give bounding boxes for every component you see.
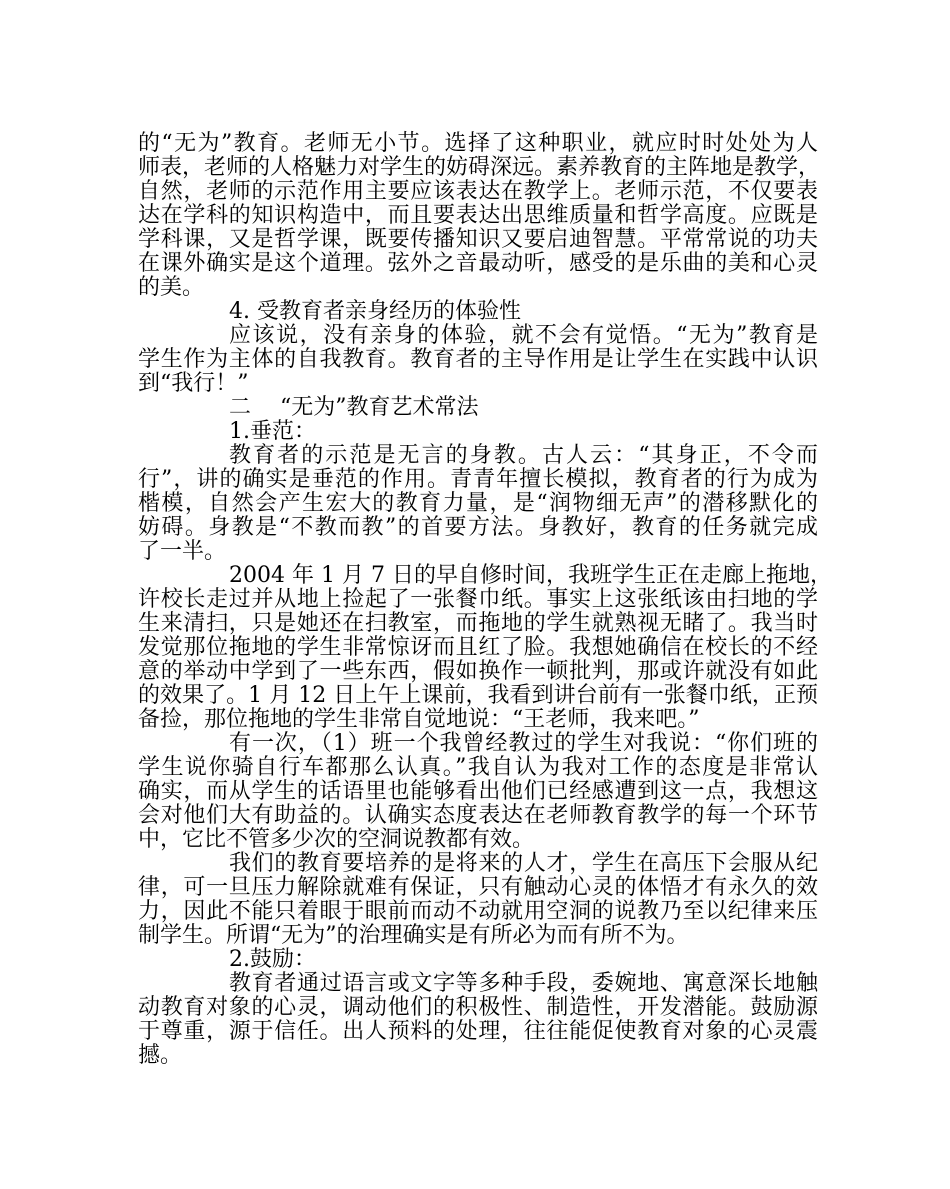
paragraph-line: 许校长走过并从地上捡起了一张餐巾纸。事实上这张纸该由扫地的学 [138,587,818,612]
paragraph-line: 律，可一旦压力解除就难有保证，只有触动心灵的体悟才有永久的效 [138,875,818,900]
paragraph-line: 学科课，又是哲学课，既要传播知识又要启迪智慧。平常常说的功夫 [138,227,818,252]
paragraph-line: 行”，讲的确实是垂范的作用。青青年擅长模拟，教育者的行为成为 [138,467,818,492]
paragraph-line: 备捡，那位拖地的学生非常自觉地说：“王老师，我来吧。” [138,707,700,732]
paragraph-line: 我们的教育要培养的是将来的人才，学生在高压下会服从纪 [229,851,818,876]
paragraph-line: 2004 年 1 月 7 日的早自修时间，我班学生正在走廊上拖地， [229,563,832,588]
paragraph-line: 自然，老师的示范作用主要应该表达在教学上。老师示范，不仅要表 [138,179,818,204]
paragraph-line: 会对他们大有助益的。认确实态度表达在老师教育教学的每一个环节 [138,803,818,828]
paragraph-line: 有一次，（1）班一个我曾经教过的学生对我说：“你们班的 [229,731,818,756]
paragraph-line: 确实，而从学生的话语里也能够看出他们已经感遭到这一点，我想这 [138,779,818,804]
paragraph-line: 发觉那位拖地的学生非常惊讶而且红了脸。我想她确信在校长的不经 [138,635,818,660]
paragraph-line: 力，因此不能只着眼于眼前而动不动就用空洞的说教乃至以纪律来压 [138,899,818,924]
paragraph-line: 的效果了。1 月 12 日上午上课前，我看到讲台前有一张餐巾纸，正预 [138,683,818,708]
paragraph-line: 学生说你骑自行车都那么认真。”我自认为我对工作的态度是非常认 [138,755,818,780]
paragraph-line: 生来清扫，只是她还在扫教室，而拖地的学生就熟视无睹了。我当时 [138,611,818,636]
paragraph-line: 了一半。 [138,539,227,564]
paragraph-line: 的美。 [138,275,205,300]
paragraph-line: 到“我行！” [138,371,249,396]
subsection-heading: 1.垂范： [229,419,316,444]
paragraph-line: 师表，老师的人格魅力对学生的妨碍深远。素养教育的主阵地是教学， [138,155,821,180]
paragraph-line: 的“无为”教育。老师无小节。选择了这种职业，就应时时处处为人 [138,131,818,156]
paragraph-line: 动教育对象的心灵，调动他们的积极性、制造性，开发潜能。鼓励源 [138,995,818,1020]
paragraph-line: 制学生。所谓“无为”的治理确实是有所必为而有所不为。 [138,923,689,948]
paragraph-line: 在课外确实是这个道理。弦外之音最动听，感受的是乐曲的美和心灵 [138,251,818,276]
section-heading: 二 “无为”教育艺术常法 [229,395,479,420]
paragraph-line: 楷模，自然会产生宏大的教育力量，是“润物细无声”的潜移默化的 [138,491,818,516]
paragraph-line: 学生作为主体的自我教育。教育者的主导作用是让学生在实践中认识 [138,347,818,372]
paragraph-line: 撼。 [138,1043,183,1068]
paragraph-line: 于尊重，源于信任。出人预料的处理，往往能促使教育对象的心灵震 [138,1019,818,1044]
paragraph-line: 妨碍。身教是“不教而教”的首要方法。身教好，教育的任务就完成 [138,515,818,540]
paragraph-line: 应该说，没有亲身的体验，就不会有觉悟。“无为”教育是 [229,323,818,348]
paragraph-line: 意的举动中学到了一些东西，假如换作一顿批判，那或许就没有如此 [138,659,818,684]
paragraph-line: 教育者通过语言或文字等多种手段，委婉地、寓意深长地触 [229,971,818,996]
subsection-heading: 2.鼓励： [229,947,316,972]
paragraph-line: 教育者的示范是无言的身教。古人云：“其身正，不令而 [229,443,818,468]
paragraph-line: 中，它比不管多少次的空洞说教都有效。 [138,827,535,852]
section-heading: 4. 受教育者亲身经历的体验性 [229,299,521,324]
paragraph-line: 达在学科的知识构造中，而且要表达出思维质量和哲学高度。应既是 [138,203,818,228]
